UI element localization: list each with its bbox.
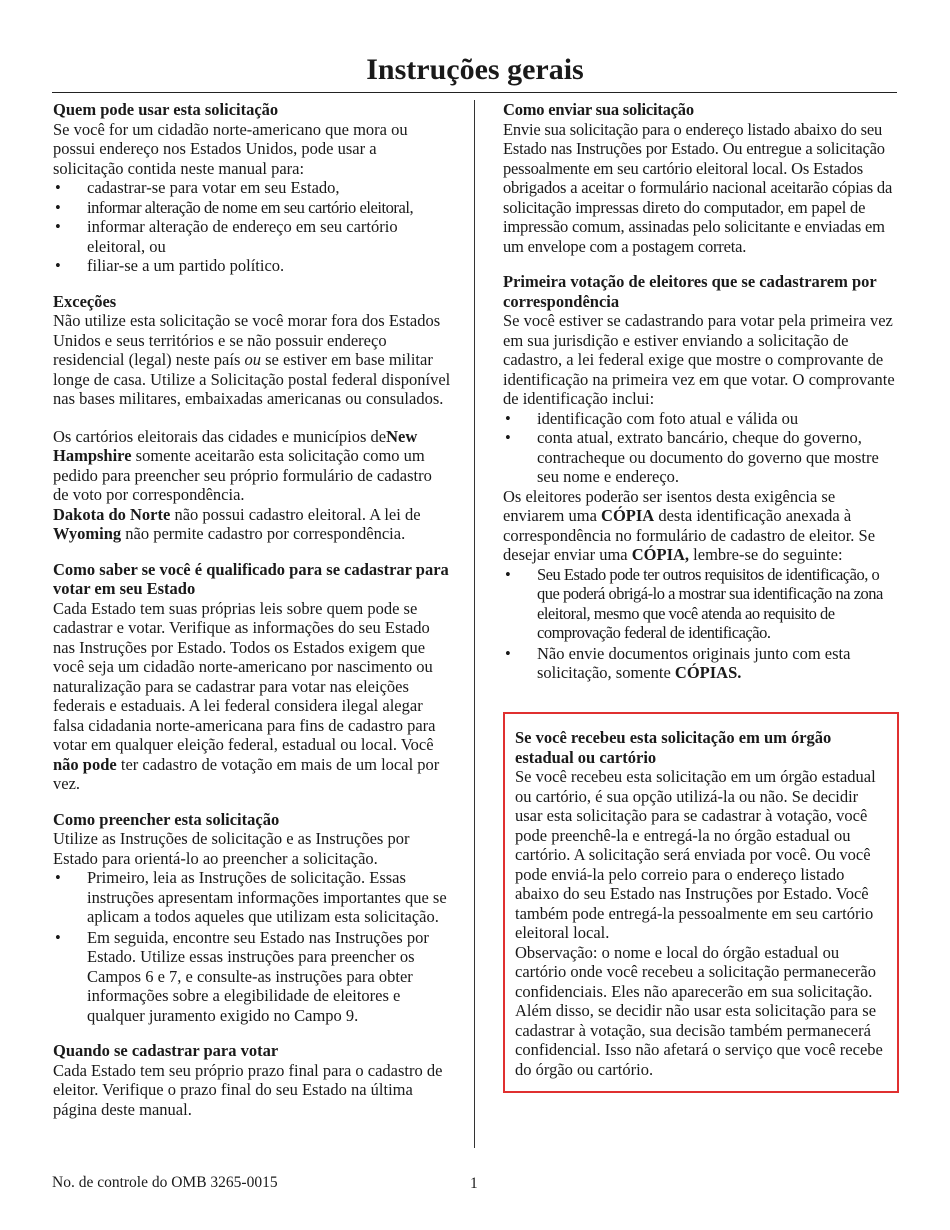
notice-observation: Observação: o nome e local do órgão estadual ou cartório onde você recebeu a solicitação permanecerão confidenciais. Eles não aparecerão em sua solicitação. Além disso, se decidir não usar esta solicitação para se cadastrar à votação, sua decisão também permanecerá confidencial. Isso não afetará o serviço que você recebe do órgão ou cartório. xyxy=(515,942,883,1079)
bullet-icon: • xyxy=(505,408,511,428)
section-qualification xyxy=(53,560,451,794)
section-heading: Como enviar sua solicitação xyxy=(503,100,694,119)
column-divider xyxy=(474,100,475,1148)
section-text: Dakota do Norte não possui cadastro eleitoral. A lei de Wyoming não permite cadastro por correspondência. xyxy=(53,504,421,543)
section-text: Não utilize esta solicitação se você morar fora dos Estados Unidos e seus territórios e se não possuir endereço residencial (legal) neste país ou se estiver em base militar longe de casa. Utilize a Solicitação postal federal disponível nas bases militares, embaixadas americanas ou consulados. xyxy=(53,311,451,408)
section-text: Utilize as Instruções de solicitação e as Instruções por Estado para orientá-lo ao preencher a solicitação. xyxy=(53,829,410,868)
list-item: • identificação com foto atual e válida ou xyxy=(505,408,799,428)
list-item: • conta atual, extrato bancário, cheque do governo, contracheque ou documento do governo que mostre seu nome e endereço. xyxy=(505,428,879,486)
list-item: • filiar-se a um partido político. xyxy=(55,256,285,275)
page-number: 1 xyxy=(470,1175,478,1192)
left-column xyxy=(53,100,451,1135)
list-item: • Primeiro, leia as Instruções de solicitação. Essas instruções apresentam informações importantes que se aplicam a todos aqueles que utilizam esta solicitação. xyxy=(55,868,447,926)
right-column xyxy=(503,100,898,699)
bullet-list xyxy=(503,409,898,487)
section-text: Os cartórios eleitorais das cidades e municípios deNew Hampshire somente aceitarão esta solicitação como um pedido para preencher seu próprio formulário de cadastro de voto por correspondência. xyxy=(53,426,432,504)
section-heading: Primeira votação de eleitores que se cadastrarem por correspondência xyxy=(503,272,877,311)
bullet-icon: • xyxy=(505,428,511,447)
bullet-icon: • xyxy=(505,643,511,663)
state-agency-notice-box xyxy=(503,712,899,1093)
bullet-icon: • xyxy=(55,927,61,947)
section-text: Se você estiver se cadastrando para votar pela primeira vez em sua jurisdição e estiver enviando a solicitação de cadastro, a lei federal exige que mostre o comprovante de identificação na primeira vez em que votar. O comprovante de identificação inclui: xyxy=(503,311,895,408)
section-text: Envie sua solicitação para o endereço listado abaixo do seu Estado nas Instruções por Estado. Ou entregue a solicitação pessoalmente em seu cartório eleitoral local. Os Estados obrigados a aceitar o formulário nacional aceitarão cópias da solicitação impressas direto do computador, em papel de impressão comum, assinadas pelo solicitante e enviadas em um envelope com a postagem correta. xyxy=(503,119,893,256)
bullet-icon: • xyxy=(505,564,511,584)
section-heading: Exceções xyxy=(53,291,117,311)
list-item: • cadastrar-se para votar em seu Estado, xyxy=(55,178,340,197)
notice-heading: Se você recebeu esta solicitação em um órgão estadual ou cartório xyxy=(515,728,832,767)
list-item: • informar alteração de endereço em seu cartório eleitoral, ou xyxy=(55,217,398,256)
bullet-list xyxy=(503,565,898,683)
section-text: Cada Estado tem suas próprias leis sobre quem pode se cadastrar e votar. Verifique as informações do seu Estado nas Instruções por Estado. Todos os Estados exigem que você seja um cidadão norte-americano por nascimento ou naturalização para se cadastrar para votar nas eleições federais e estaduais. A lei federal considera ilegal alegar falsa cidadania norte-americana para fins de cadastro para votar em qualquer eleição federal, estadual ou local. Você não pode ter cadastro de votação em mais de um local por vez. xyxy=(53,598,440,793)
section-first-time-voters xyxy=(503,272,898,683)
bullet-icon: • xyxy=(55,868,61,887)
section-text: Os eleitores poderão ser isentos desta exigência se enviarem uma CÓPIA desta identificação anexada à correspondência no formulário de cadastro de eleitor. Se desejar enviar uma CÓPIA, lembre-se do seguinte: xyxy=(503,486,876,564)
section-heading: Quem pode usar esta solicitação xyxy=(53,100,279,119)
section-who-can-use xyxy=(53,100,451,276)
section-heading: Quando se cadastrar para votar xyxy=(53,1041,279,1060)
list-item: • informar alteração de nome em seu cartório eleitoral, xyxy=(55,197,414,217)
page-title: Instruções gerais xyxy=(366,53,584,86)
bullet-icon: • xyxy=(55,256,61,275)
bullet-icon: • xyxy=(55,178,61,197)
bullet-list xyxy=(53,868,451,1025)
section-how-to-fill xyxy=(53,810,451,1026)
notice-text: Se você recebeu esta solicitação em um órgão estadual ou cartório, é sua opção utilizá-la ou não. Se decidir usar esta solicitação para se cadastrar à votação, você pode preenchê-la e entregá-la no órgão estadual ou cartório. A solicitação será enviada por você. Ou você pode enviá-la pelo correio para o endereço listado abaixo do seu Estado nas Instruções por Estado. Você também pode entregá-la pessoalmente em seu cartório eleitoral local. xyxy=(515,767,876,942)
list-item: • Não envie documentos originais junto com esta solicitação, somente CÓPIAS. xyxy=(505,643,851,682)
bullet-icon: • xyxy=(55,217,61,236)
list-item: • Em seguida, encontre seu Estado nas Instruções por Estado. Utilize essas instruções para preencher os Campos 6 e 7, e consulte-as instruções para obter informações sobre a elegibilidade de eleitores e qualquer juramento exigido no Campo 9. xyxy=(55,927,429,1025)
bullet-list xyxy=(53,178,451,276)
section-heading: Como preencher esta solicitação xyxy=(53,809,280,829)
list-item: • Seu Estado pode ter outros requisitos de identificação, o que poderá obrigá-lo a mostrar sua identificação na zona eleitoral, mesmo que você atenda ao requisito de comprovação federal de identificação. xyxy=(505,564,883,642)
section-exceptions xyxy=(53,292,451,544)
title-rule xyxy=(52,92,897,93)
section-how-to-send xyxy=(503,100,898,256)
section-when-to-register xyxy=(53,1041,451,1119)
section-text: Cada Estado tem seu próprio prazo final para o cadastro de eleitor. Verifique o prazo final do seu Estado na última página deste manual. xyxy=(53,1060,443,1119)
omb-control-number: No. de controle do OMB 3265-0015 xyxy=(52,1174,278,1191)
section-text: Se você for um cidadão norte-americano que mora ou possui endereço nos Estados Unidos, pode usar a solicitação contida neste manual para: xyxy=(53,119,408,178)
section-heading: Como saber se você é qualificado para se cadastrar para votar em seu Estado xyxy=(53,559,449,598)
bullet-icon: • xyxy=(55,197,61,217)
